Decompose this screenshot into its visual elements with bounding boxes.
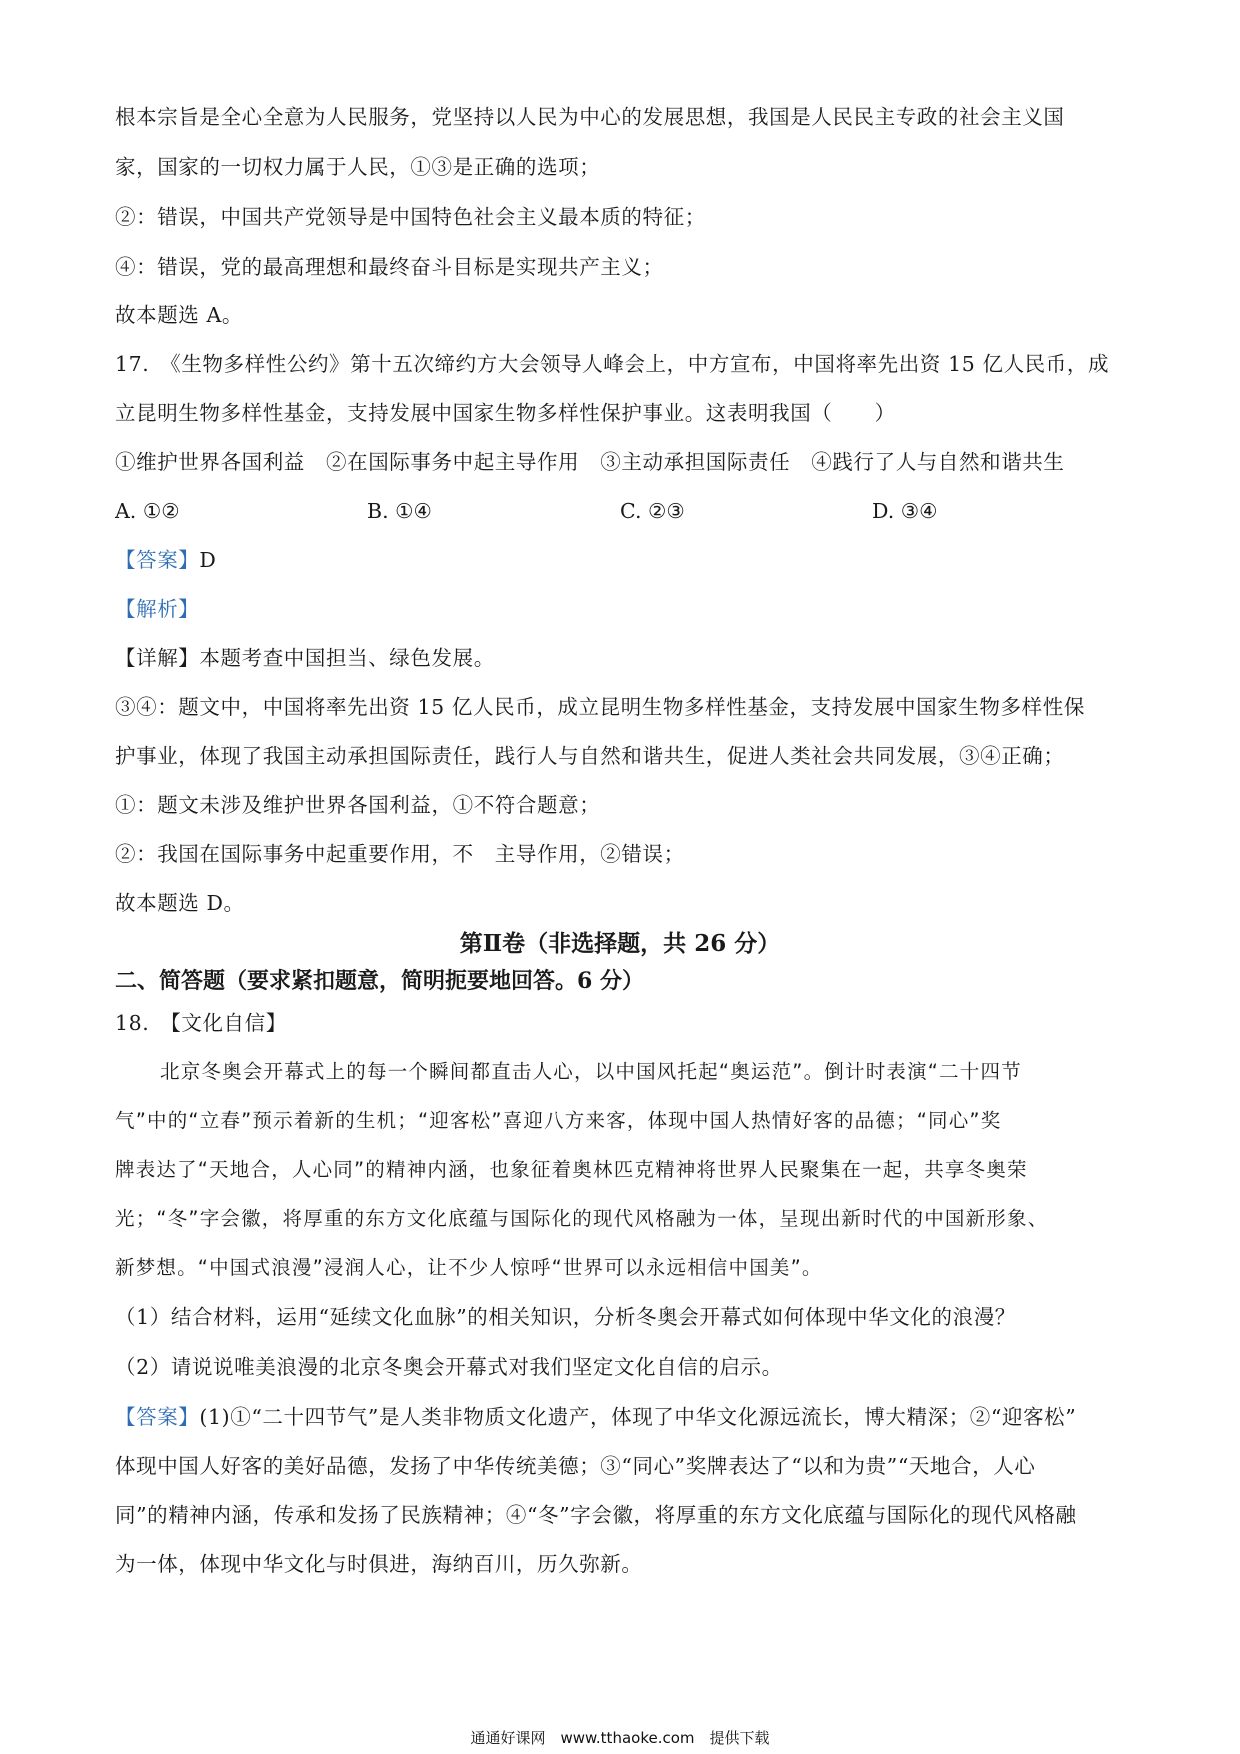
question-17-stem: 立昆明生物多样性基金，支持发展中国家生物多样性保护事业。这表明我国（ ） [115, 401, 896, 425]
text-line: 家，国家的一切权力属于人民，①③是正确的选项； [115, 155, 601, 179]
explanation-line: ①：题文未涉及维护世界各国利益，①不符合题意； [115, 793, 601, 817]
analysis-label: 【解析】 [115, 597, 200, 621]
answer-label: 【答案】 [115, 548, 200, 572]
explanation-line: 护事业，体现了我国主动承担国际责任，践行人与自然和谐共生，促进人类社会共同发展，③④正确； [115, 744, 1065, 768]
detail-line: 【详解】本题考查中国担当、绿色发展。 [115, 646, 495, 670]
answer-value: D [199, 548, 217, 572]
part-2-title: 第Ⅱ卷（非选择题，共 26 分） [459, 930, 781, 957]
option-a: A. ①② [115, 499, 180, 523]
text-line: ④：错误，党的最高理想和最终奋斗目标是实现共产主义； [115, 255, 664, 279]
section-title: 二、简答题（要求紧扣题意，简明扼要地回答。6 分） [115, 968, 644, 994]
answer-text: 体现中国人好客的美好品德，发扬了中华传统美德；③“同心”奖牌表达了“以和为贵”“天地合，人心 [115, 1454, 1036, 1478]
material-line: 北京冬奥会开幕式上的每一个瞬间都直击人心，以中国风托起“奥运范”。倒计时表演“二十四节 [160, 1060, 1022, 1083]
question-17-options [0, 496, 1240, 526]
material-line: 气”中的“立春”预示着新的生机；“迎客松”喜迎八方来客，体现中国人热情好客的品德；“同心”奖 [115, 1109, 1002, 1132]
question-17-stem: 17. 《生物多样性公约》第十五次缔约方大会领导人峰会上，中方宣布，中国将率先出资 15 亿人民币，成 [115, 352, 1110, 376]
explanation-line: ②：我国在国际事务中起重要作用，不 主导作用，②错误； [115, 842, 685, 866]
answer-line [115, 1402, 1135, 1432]
sub-question-1: （1）结合材料，运用“延续文化血脉”的相关知识，分析冬奥会开幕式如何体现中华文化的浪漫？ [115, 1305, 1016, 1329]
text-line: 故本题选 A。 [115, 303, 244, 327]
option-b: B. ①④ [367, 499, 432, 523]
explanation-line: 故本题选 D。 [115, 891, 245, 915]
text-line: 根本宗旨是全心全意为人民服务，党坚持以人民为中心的发展思想，我国是人民民主专政的社会主义国 [115, 105, 1065, 129]
answer-text: 同”的精神内涵，传承和发扬了民族精神；④“冬”字会徽，将厚重的东方文化底蕴与国际化的现代风格融 [115, 1503, 1077, 1527]
answer-line [115, 545, 1135, 575]
material-line: 光；“冬”字会徽，将厚重的东方文化底蕴与国际化的现代风格融为一体，呈现出新时代的中国新形象、 [115, 1207, 1049, 1230]
explanation-line: ③④：题文中，中国将率先出资 15 亿人民币，成立昆明生物多样性基金，支持发展中国家生物多样性保 [115, 695, 1085, 719]
answer-text: 为一体，体现中华文化与时俱进，海纳百川，历久弥新。 [115, 1552, 643, 1576]
material-line: 牌表达了“天地合，人心同”的精神内涵，也象征着奥林匹克精神将世界人民聚集在一起，共享冬奥荣 [115, 1158, 1028, 1181]
answer-label: 【答案】 [115, 1405, 200, 1429]
option-c: C. ②③ [620, 499, 685, 523]
question-18-heading: 18. 【文化自信】 [115, 1011, 287, 1035]
footer-watermark: 通通好课网 www.tthaoke.com 提供下载 [470, 1729, 770, 1747]
sub-question-2: （2）请说说唯美浪漫的北京冬奥会开幕式对我们坚定文化自信的启示。 [115, 1355, 783, 1379]
answer-text: (1)①“二十四节气”是人类非物质文化遗产，体现了中华文化源远流长，博大精深；②“迎客松” [199, 1405, 1077, 1429]
option-d: D. ③④ [872, 499, 938, 523]
question-17-statements: ①维护世界各国利益 ②在国际事务中起主导作用 ③主动承担国际责任 ④践行了人与自然和谐共生 [115, 450, 1065, 474]
material-line: 新梦想。“中国式浪漫”浸润人心，让不少人惊呼“世界可以永远相信中国美”。 [115, 1256, 823, 1279]
text-line: ②：错误，中国共产党领导是中国特色社会主义最本质的特征； [115, 205, 706, 229]
